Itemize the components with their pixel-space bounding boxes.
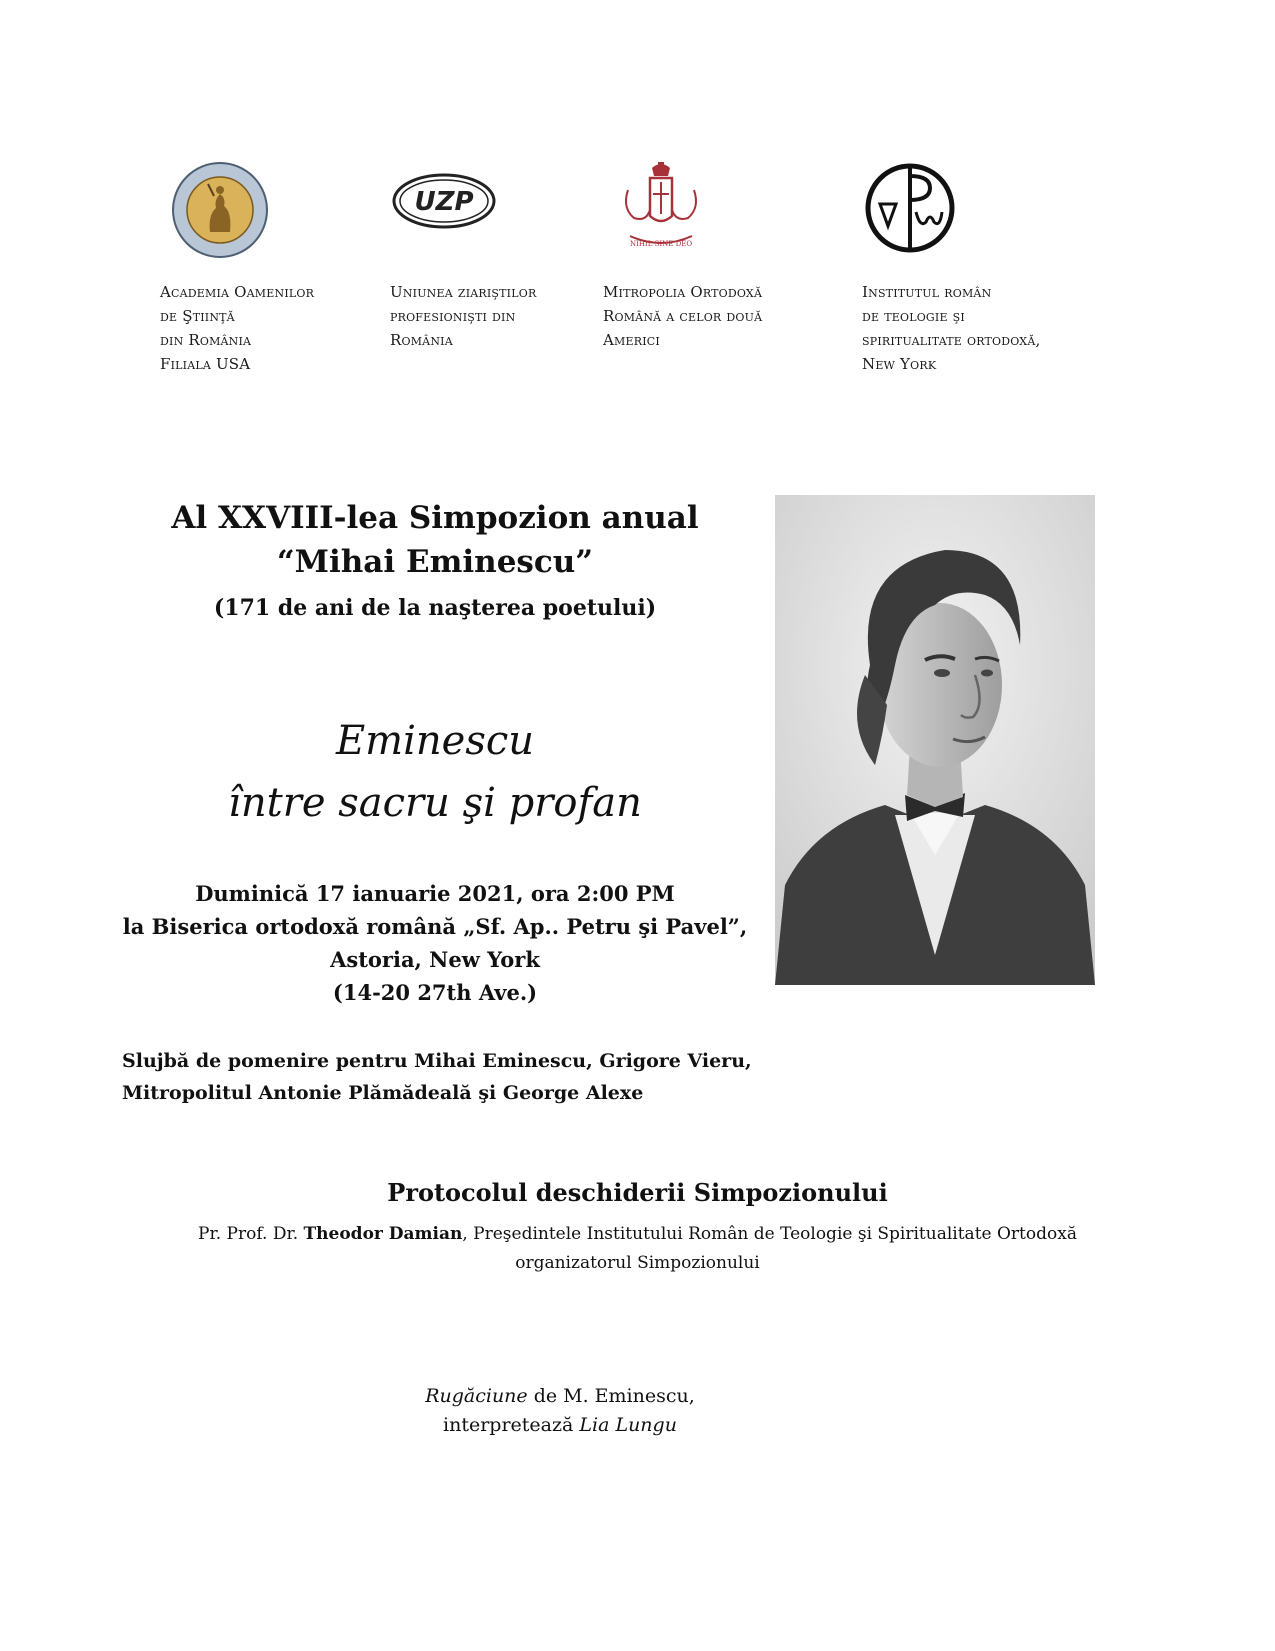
eminescu-portrait [775, 495, 1095, 985]
protocol-prefix: Pr. Prof. Dr. [198, 1224, 304, 1244]
org-label-uzp [390, 280, 536, 352]
prayer-author: de M. Eminescu, [527, 1385, 695, 1407]
protocol-title: Protocolul deschiderii Simpozionului [387, 1178, 888, 1207]
protocol-section [100, 1176, 1175, 1278]
svg-text:UZP: UZP [414, 187, 474, 217]
event-date: Duminică 17 ianuarie 2021, ora 2:00 PM [195, 881, 675, 906]
protocol-host [100, 1220, 1175, 1249]
symposium-theme [130, 710, 740, 834]
org-line: România [390, 331, 453, 349]
org-line: New York [862, 355, 937, 373]
org-line: de teologie şi [862, 307, 965, 325]
host-role: , Preşedintele Institutului Român de Teologie şi Spiritualitate Ortodoxă [462, 1224, 1077, 1244]
performer-prefix: interpretează [443, 1414, 580, 1436]
org-line: Institutul român [862, 283, 992, 301]
theme-line-2: între sacru şi profan [228, 780, 642, 826]
host-name: Theodor Damian [303, 1224, 463, 1244]
symposium-heading [130, 496, 740, 626]
org-line: Filiala USA [160, 355, 251, 373]
event-venue: la Biserica ortodoxă română „Sf. Ap.. Petru şi Pavel”, [122, 914, 748, 939]
event-address: (14-20 27th Ave.) [332, 980, 538, 1005]
institute-logo [864, 162, 956, 254]
org-line: profesionişti din [390, 307, 516, 325]
org-label-academy [160, 280, 314, 376]
service-line-2: Mitropolitul Antonie Plămădeală şi George Alexe [122, 1082, 644, 1104]
prayer-performer-line [240, 1411, 880, 1440]
prayer-section [240, 1382, 880, 1440]
org-label-institute [862, 280, 1040, 376]
org-label-mitropolia [603, 280, 762, 352]
org-line: Mitropolia Ortodoxă [603, 283, 763, 301]
event-details [120, 877, 750, 1009]
theme-line-1: Eminescu [335, 718, 535, 764]
org-line: spiritualitate ortodoxă, [862, 331, 1041, 349]
org-line: din România [160, 331, 252, 349]
symposium-title: Al XXVIII-lea Simpozion anual [171, 500, 699, 536]
service-line-1: Slujbă de pomenire pentru Mihai Eminescu, Grigore Vieru, [122, 1050, 752, 1072]
symposium-name: “Mihai Eminescu” [276, 544, 594, 580]
memorial-service [122, 1045, 752, 1109]
prayer-title: Rugăciune [425, 1385, 528, 1407]
protocol-organizer: organizatorul Simpozionului [515, 1253, 760, 1273]
mitropolia-crest-logo [620, 160, 702, 256]
event-city: Astoria, New York [330, 947, 540, 972]
org-line: Americi [603, 331, 660, 349]
org-line: de Ştiinţă [160, 307, 235, 325]
academy-seal-logo [170, 160, 270, 260]
org-line: Uniunea ziariştilor [390, 283, 537, 301]
svg-text:NIHIL SINE DEO: NIHIL SINE DEO [629, 240, 693, 248]
symposium-subtitle: (171 de ani de la naşterea poetului) [213, 595, 657, 621]
uzp-logo [391, 172, 497, 230]
org-line: Academia Oamenilor [160, 283, 315, 301]
performer-name: Lia Lungu [579, 1414, 677, 1436]
org-line: Română a celor două [603, 307, 763, 325]
prayer-work-line [240, 1382, 880, 1411]
